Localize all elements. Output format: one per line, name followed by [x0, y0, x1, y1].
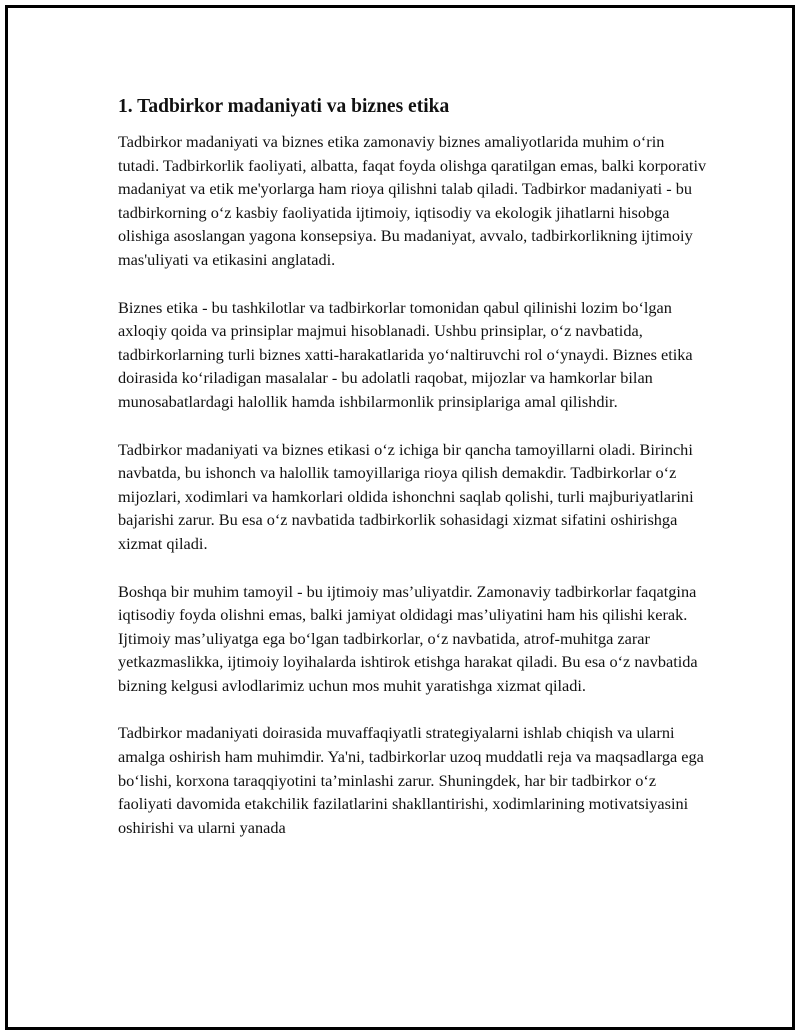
paragraph-2: Biznes etika - bu tashkilotlar va tadbirkorlar tomonidan qabul qilinishi lozim bo‘lgan axloqiy qoida va prinsiplar majmui hisoblanadi. Ushbu prinsiplar, o‘z navbatida, tadbirkorlarning turli biznes xatti-harakatlarida yo‘naltiruvchi rol o‘ynaydi. Biznes etika doirasida ko‘riladigan masalalar - bu adolatli raqobat, mijozlar va hamkorlar bilan munosabatlardagi halollik hamda ishbilarmonlik prinsiplariga amal qilishdir. — [118, 297, 693, 411]
section-heading: 1. Tadbirkor madaniyati va biznes etika — [118, 96, 450, 117]
document-body — [118, 95, 708, 863]
paragraph-3: Tadbirkor madaniyati va biznes etikasi o‘z ichiga bir qancha tamoyillarni oladi. Birinchi navbatda, bu ishonch va halollik tamoyillariga rioya qilish demakdir. Tadbirkorlar o‘z mijozlari, xodimlari va hamkorlari oldida ishonchni saqlab qolishi, turli majburiyatlarini bajarishi zarur. Bu esa o‘z navbatida tadbirkorlik sohasidagi xizmat sifatini oshirishga xizmat qiladi. — [118, 439, 694, 553]
paragraph-5: Tadbirkor madaniyati doirasida muvaffaqiyatli strategiyalarni ishlab chiqish va ularni amalga oshirish ham muhimdir. Ya'ni, tadbirkorlar uzoq muddatli reja va maqsadlarga ega bo‘lishi, korxona taraqqiyotini ta’minlashi zarur. Shuningdek, har bir tadbirkor o‘z faoliyati davomida etakchilik fazilatlarini shakllantirishi, xodimlarining motivatsiyasini oshirishi va ularni yanada — [118, 723, 704, 837]
paragraph-4: Boshqa bir muhim tamoyil - bu ijtimoiy mas’uliyatdir. Zamonaviy tadbirkorlar faqatgina iqtisodiy foyda olishni emas, balki jamiyat oldidagi mas’uliyatini ham his qilishi kerak. Ijtimoiy mas’uliyatga ega bo‘lgan tadbirkorlar, o‘z navbatida, atrof-muhitga zarar yetkazmaslikka, ijtimoiy loyihalarda ishtirok etishga harakat qiladi. Bu esa o‘z navbatida bizning kelgusi avlodlarimiz uchun mos muhit yaratishga xizmat qiladi. — [118, 581, 698, 695]
paragraph-1: Tadbirkor madaniyati va biznes etika zamonaviy biznes amaliyotlarida muhim o‘rin tutadi. Tadbirkorlik faoliyati, albatta, faqat foyda olishga qaratilgan emas, balki korporativ madaniyat va etik me'yorlarga ham rioya qilishni talab qiladi. Tadbirkor madaniyati - bu tadbirkorning o‘z kasbiy faoliyatida ijtimoiy, iqtisodiy va ekologik jihatlarni hisobga olishiga asoslangan yagona konsepsiya. Bu madaniyat, avvalo, tadbirkorlikning ijtimoiy mas'uliyati va etikasini anglatadi. — [118, 132, 707, 269]
